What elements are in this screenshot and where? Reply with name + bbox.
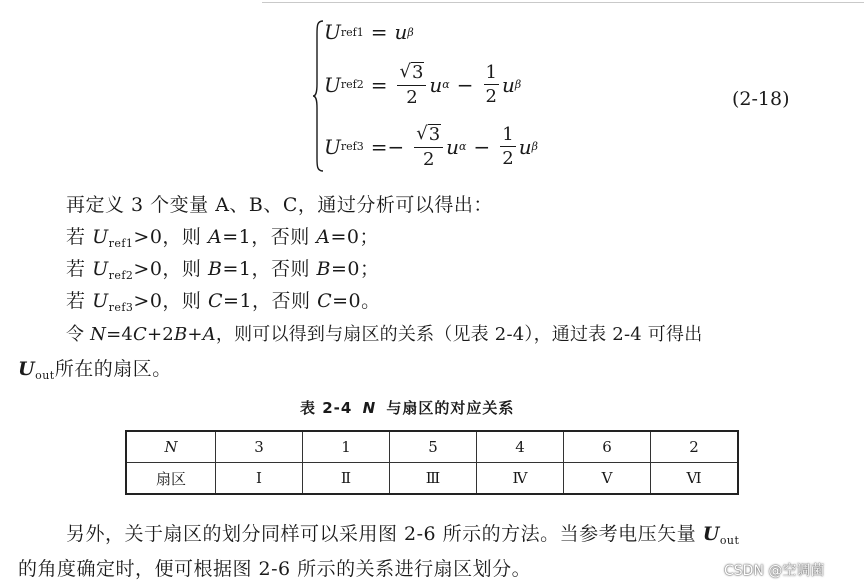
table-cell: Ⅲ — [390, 463, 477, 495]
text-line-condition-c: 若 $U_{ref3}>0$，则 C=1，否则 C=0。 — [66, 290, 381, 314]
table-cell: 扇区 — [126, 463, 216, 495]
table-cell: 6 — [564, 431, 651, 463]
table-caption: 表 2-4 N 与扇区的对应关系 — [300, 399, 515, 417]
table-cell: 4 — [477, 431, 564, 463]
table-cell: 5 — [390, 431, 477, 463]
table-row — [126, 431, 738, 463]
text-line-sector-division: 另外，关于扇区的划分同样可以采用图 2-6 所示的方法。当参考电压矢量 $U_{out}$ — [66, 523, 740, 547]
left-brace-icon — [312, 20, 324, 172]
table-cell: Ⅴ — [564, 463, 651, 495]
fraction-sqrt3-over-2: √ 3 2 — [397, 62, 426, 108]
watermark: CSDN @空调菌 — [724, 563, 825, 579]
equation-line-3: U ref3 =− √ 3 2 u α − $\frac{1}{2}$ u β — [324, 123, 538, 170]
sector-table — [125, 430, 739, 495]
equation-number: (2-18) — [732, 88, 790, 110]
table-cell: 2 — [651, 431, 739, 463]
table-row — [126, 463, 738, 495]
equation-line-1: U ref1 = u β — [324, 20, 414, 44]
equation-line-2: U ref2 = √ 3 2 u α − $\frac{1}{2}$ u β — [324, 61, 522, 108]
fraction-1-over-2: $\frac{1}{2}$ — [485, 61, 497, 108]
table-cell: Ⅱ — [303, 463, 390, 495]
text-line-condition-b: 若 $U_{ref2}>0$，则 B=1，否则 B=0； — [66, 258, 380, 282]
text-line-define-variables: 再定义 3 个变量 A、B、C，通过分析可以得出： — [66, 194, 493, 216]
table-cell: 1 — [303, 431, 390, 463]
table-cell: N — [126, 431, 216, 463]
table-cell: Ⅵ — [651, 463, 739, 495]
table-cell: Ⅳ — [477, 463, 564, 495]
text-line-condition-a: 若 $U_{ref1}>0$，则 A=1，否则 A=0； — [66, 226, 380, 250]
text-line-sector-location: $U_{out}$所在的扇区。 — [18, 358, 172, 382]
table-cell: 3 — [216, 431, 303, 463]
equation-2-18 — [306, 12, 606, 180]
fraction-1-over-2: $\frac{1}{2}$ — [502, 123, 514, 170]
table-cell: Ⅰ — [216, 463, 303, 495]
text-line-sector-relation: 令 N=4C+2B+A，则可以得到与扇区的关系（见表 2-4），通过表 2-4 可得出 — [66, 324, 703, 345]
fraction-sqrt3-over-2: √ 3 2 — [414, 124, 443, 170]
text-line-sector-division-cont: 的角度确定时，便可根据图 2-6 所示的关系进行扇区划分。 — [18, 558, 532, 580]
top-divider — [262, 2, 864, 3]
